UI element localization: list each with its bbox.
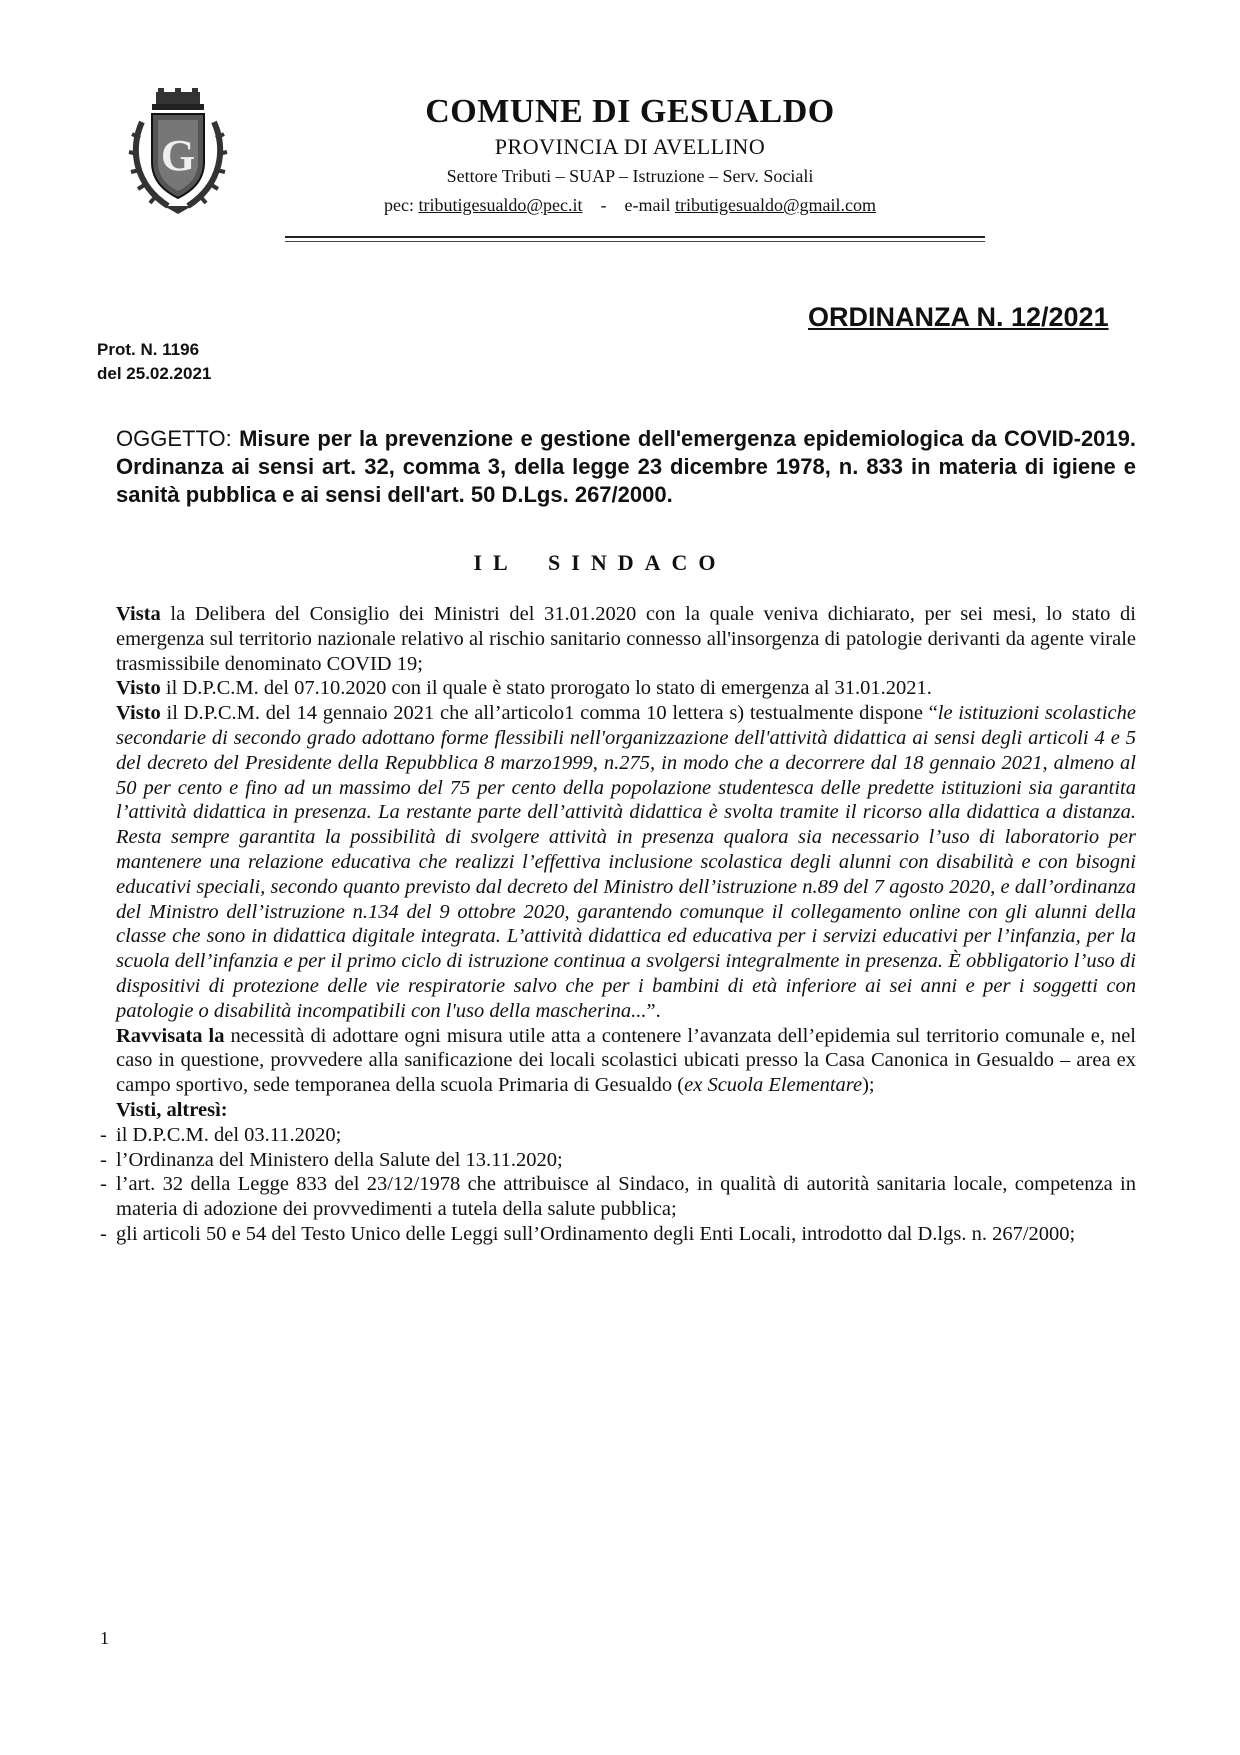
list-item (100, 1148, 1136, 1173)
paragraph-visto-dpcm-2 (116, 701, 1136, 1023)
paragraph-end: ”. (646, 999, 661, 1022)
crest-letter: G (160, 131, 196, 180)
sector-line: Settore Tributi – SUAP – Istruzione – Serv. Sociali (446, 166, 814, 186)
ordinance-number: ORDINANZA N. 12/2021 (808, 302, 1109, 332)
list-item-text: l’Ordinanza del Ministero della Salute del 13.11.2020; (116, 1148, 563, 1171)
contacts-line (290, 190, 970, 220)
paragraph-visto-dpcm-1 (116, 676, 1136, 701)
contact-separator: - (600, 195, 607, 215)
list-dash: - (100, 1222, 107, 1245)
email-label: e-mail (624, 195, 671, 215)
subject-text: Misure per la prevenzione e gestione dell'emergenza epidemiologica da COVID-2019. Ordinanza ai sensi art. 32, comma 3, della legge 23 dicembre 1978, n. 833 in materia di igiene e sanità pubblica e ai sensi dell'art. 50 D.Lgs. 267/2000. (116, 426, 1136, 507)
header-divider (285, 236, 985, 238)
protocol-number: Prot. N. 1196 (97, 340, 200, 359)
paragraph-ravvisata (116, 1024, 1136, 1098)
list-item-text: gli articoli 50 e 54 del Testo Unico delle Leggi sull’Ordinamento degli Enti Locali, introdotto dal D.lgs. n. 267/2000; (116, 1222, 1076, 1245)
pec-label: pec: (383, 195, 414, 215)
subject-block (116, 425, 1136, 509)
document-body (100, 602, 1137, 1247)
province-name: PROVINCIA DI AVELLINO (494, 134, 766, 159)
list-item (100, 1172, 1136, 1222)
paragraph-label: Ravvisata la (116, 1024, 225, 1047)
references-list (100, 1123, 1136, 1247)
list-dash: - (100, 1123, 107, 1146)
list-item-text: l’art. 32 della Legge 833 del 23/12/1978 che attribuisce al Sindaco, in qualità di autorità sanitaria locale, competenza in materia di adozione dei provvedimenti a tutela della salute pubblica; (116, 1173, 1136, 1221)
header-divider-thin (285, 241, 985, 242)
list-item (100, 1123, 1136, 1148)
email-address: tributigesualdo@gmail.com (674, 195, 877, 215)
paragraph-text: il D.P.C.M. del 07.10.2020 con il quale è stato prorogato lo stato di emergenza al 31.01.2021. (160, 677, 932, 700)
list-dash: - (100, 1148, 107, 1171)
paragraph-text: necessità di adottare ogni misura utile atta a contenere l’avanzata dell’epidemia sul territorio comunale e, nel caso in questione, provvedere alla sanificazione dei locali scolastici ubicati presso la Casa Canonica in Gesualdo – area ex campo sportivo, sede temporanea della scuola Primaria di Gesualdo ( (116, 1024, 1137, 1097)
paragraph-label: Visti, altresì: (116, 1098, 228, 1121)
list-item (100, 1222, 1136, 1247)
paragraph-vista (116, 602, 1136, 676)
letterhead (290, 92, 970, 220)
paragraph-label: Vista (116, 603, 161, 625)
protocol-info (97, 338, 211, 386)
paragraph-text: la Delibera del Consiglio dei Ministri del 31.01.2020 con la quale veniva dichiarato, per sei mesi, lo stato di emergenza sul territorio nazionale relativo al rischio sanitario connesso all'insorgenza di patologie derivanti da agente virale trasmissibile denominato COVID 19; (116, 603, 1136, 675)
quoted-text: le istituzioni scolastiche secondarie di secondo grado adottano forme flessibili nell'organizzazione dell'attività didattica ai sensi degli articoli 4 e 5 del decreto del Presidente della Repubblica 8 marzo1999, n.275, in modo che a decorrere dal 18 gennaio 2021, almeno al 50 per cento e fino ad un massimo del 75 per cento della popolazione studentesca delle predette istituzioni sia garantita l’attività didattica in presenza. La restante parte dell’attività didattica è svolta tramite il ricorso alla didattica a distanza. Resta sempre garantita la possibilità di svolgere attività in presenza qualora sia necessario l’uso di laboratorio per mantenere una relazione educativa che realizzi l’effettiva inclusione scolastica degli alunni con disabilità e con bisogni educativi speciali, secondo quanto previsto dal decreto del Ministro dell’istruzione n.89 del 7 agosto 2020, e dall’ordinanza del Ministro dell’istruzione n.134 del 9 ottobre 2020, garantendo comunque il collegamento online con gli alunni della classe che sono in didattica digitale integrata. L’attività didattica ed educativa per i servizi educativi per l’infanzia, per la scuola dell’infanzia e per il primo ciclo di istruzione continua a svolgersi integralmente in presenza. È obbligatorio l’uso di dispositivi di protezione delle vie respiratorie salvo che per i bambini di età inferiore ai sei anni e per i soggetti con patologie o disabilità incompatibili con l'uso della mascherina... (116, 702, 1136, 1022)
page-number: 1 (100, 1628, 109, 1648)
protocol-date: del 25.02.2021 (97, 364, 212, 383)
pec-address: tributigesualdo@pec.it (418, 195, 583, 215)
paragraph-end: ); (862, 1074, 875, 1097)
list-item-text: il D.P.C.M. del 03.11.2020; (116, 1123, 342, 1146)
municipal-crest-logo (128, 88, 228, 218)
paragraph-label: Visto (116, 677, 161, 700)
italic-text: ex Scuola Elementare (684, 1074, 863, 1097)
paragraph-visti-altresi (116, 1098, 1136, 1123)
mayor-heading: IL SINDACO (473, 550, 727, 575)
municipality-title: COMUNE DI GESUALDO (425, 93, 835, 130)
list-dash: - (100, 1173, 107, 1196)
paragraph-label: Visto (116, 702, 161, 725)
paragraph-text: il D.P.C.M. del 14 gennaio 2021 che all’articolo1 comma 10 lettera s) testualmente dispone “ (160, 702, 938, 725)
subject-label: OGGETTO: (116, 426, 232, 451)
